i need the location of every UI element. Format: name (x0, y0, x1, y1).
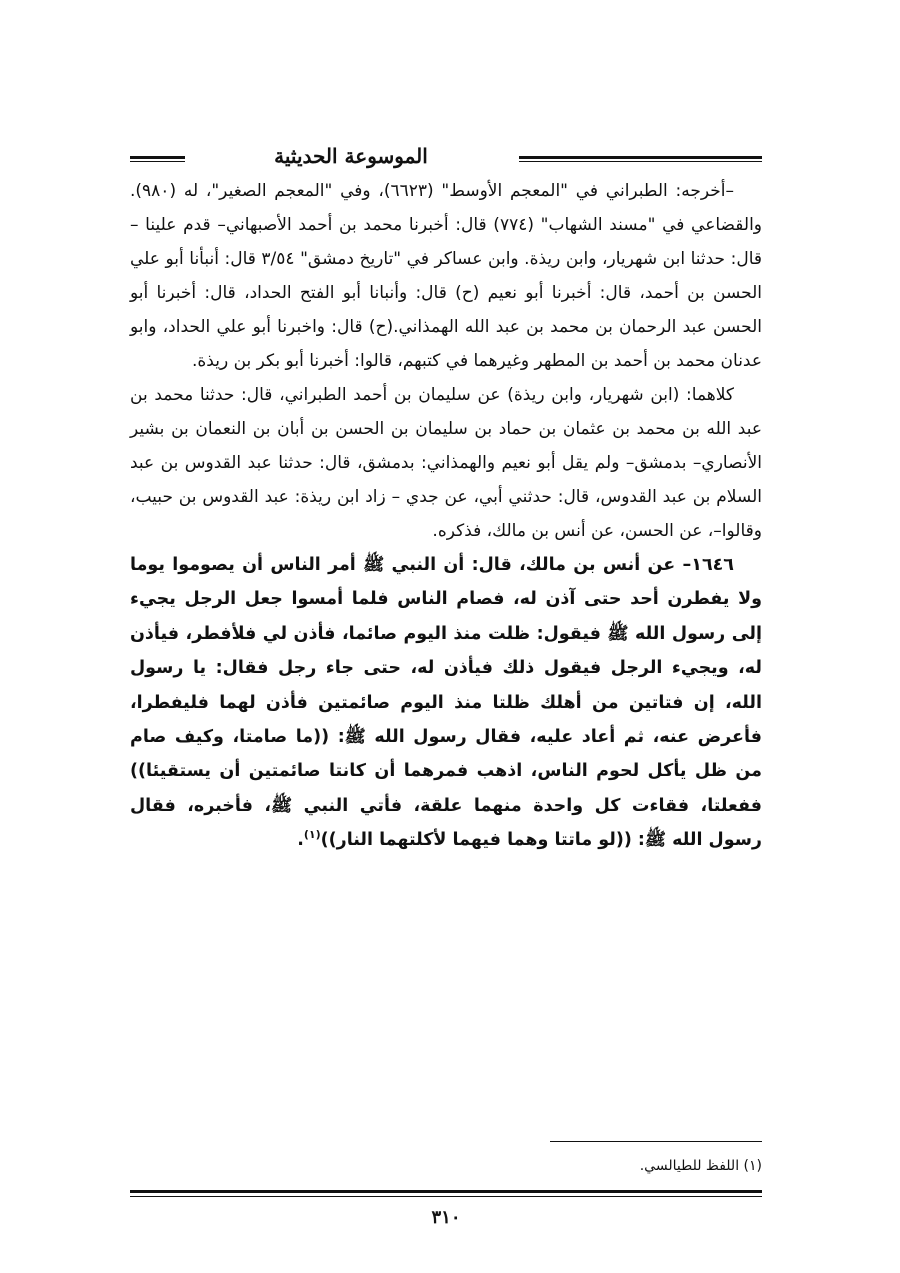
main-text (130, 174, 762, 858)
hadith-text: ١٦٤٦– عن أنس بن مالك، قال: أن النبي ﷺ أمر الناس أن يصوموا يوما ولا يفطرن أحد حتى آذن له، فصام الناس فلما أمسوا جعل الرجل يجيء إلى رسول الله ﷺ فيقول: ظلت منذ اليوم صائما، فأذن لي فلأفطر، فيأذن له، ويجيء الرجل فيقول ذلك فيأذن له، حتى جاء رجل فقال: يا رسول الله، إن فتاتين من أهلك ظلتا منذ اليوم صائمتين فأذن لهما فليفطرا، فأعرض عنه، ثم أعاد عليه، فقال رسول الله ﷺ: ((ما صامتا، وكيف صام من ظل يأكل لحوم الناس، اذهب فمرهما أن كانتا صائمتين أن يستقيئا)) ففعلتا، فقاءت كل واحدة منهما علقة، فأتي النبي ﷺ، فأخبره، فقال رسول الله ﷺ: ((لو ماتتا وهما فيهما لأكلتهما النار)) (130, 555, 762, 851)
footnote: (١) اللفظ للطيالسي. (639, 1158, 762, 1174)
isnad-paragraph: كلاهما: (ابن شهريار، وابن ريذة) عن سليمان بن أحمد الطبراني، قال: حدثنا محمد بن عبد الله بن محمد بن عثمان بن حماد بن سليمان بن الحسن بن أبان بن النعمان بن بشير الأنصاري– بدمشق– ولم يقل أبو نعيم والهمذاني: بدمشق، قال: حدثنا عبد القدوس بن عبد السلام بن عبد القدوس، قال: حدثني أبي، عن جدي – زاد ابن ريذة: عبد القدوس بن حبيب، وقالوا–، عن الحسن، عن أنس بن مالك، فذكره. (130, 385, 762, 541)
header-rule-left (130, 156, 185, 162)
header-rule-right (519, 156, 762, 162)
page-number: ٣١٠ (431, 1207, 461, 1228)
hadith-end-mark: . (297, 830, 304, 851)
hadith-paragraph (130, 548, 762, 858)
footnote-separator (550, 1141, 762, 1142)
footnote-ref[interactable]: (١) (303, 828, 321, 842)
takhrij-paragraph: –أخرجه: الطبراني في "المعجم الأوسط" (٦٦٢٣)، وفي "المعجم الصغير"، له (٩٨٠). والقضاعي في "مسند الشهاب" (٧٧٤) قال: أخبرنا محمد بن أحمد الأصبهاني– قدم علينا – قال: حدثنا ابن شهريار، وابن ريذة. وابن عساكر في "تاريخ دمشق" ٣/٥٤ قال: أنبأنا أبو علي الحسن بن أحمد، قال: أخبرنا أبو نعيم (ح) قال: وأنبانا أبو الفتح الحداد، قال: أخبرنا أبو الحسن عبد الرحمان بن محمد بن عبد الله الهمذاني.(ح) قال: واخبرنا أبو علي الحداد، وابو عدنان محمد بن أحمد بن المطهر وغيرهما في كتبهم، قالوا: أخبرنا أبو بكر بن ريذة. (130, 181, 762, 371)
running-header (130, 136, 762, 176)
page-title: الموسوعة الحديثية (274, 144, 428, 168)
footer-rule (130, 1190, 762, 1197)
document-page (130, 0, 762, 1273)
